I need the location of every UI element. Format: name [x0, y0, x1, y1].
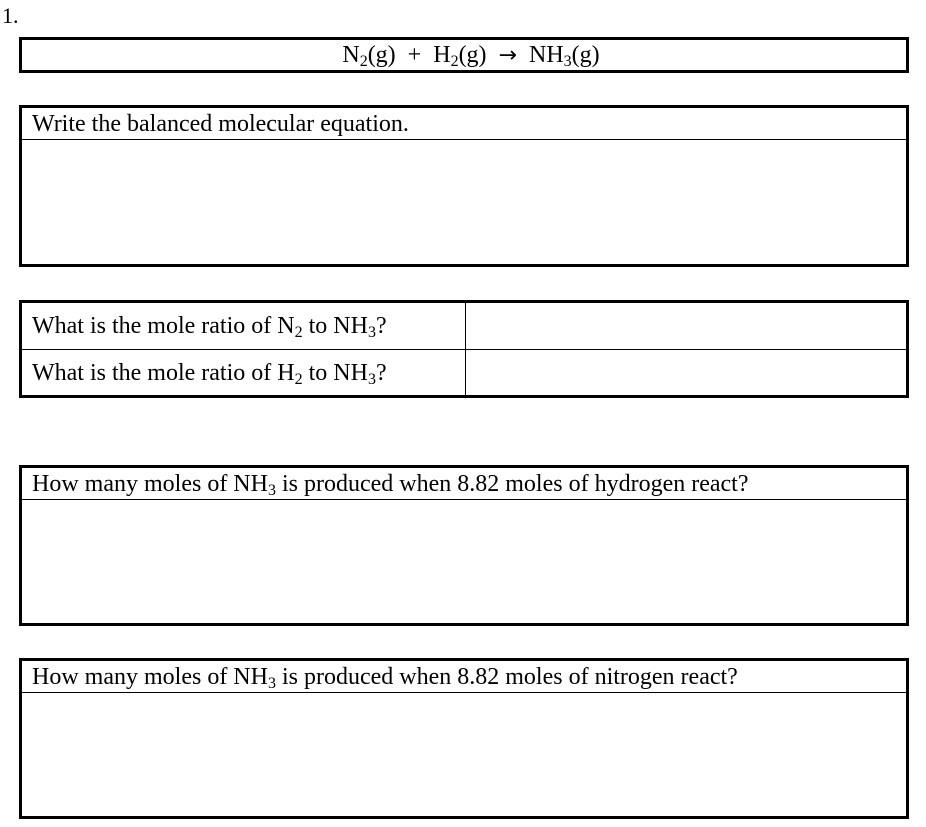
- balanced-equation-question: [19, 105, 909, 267]
- n2-subscript: 2: [359, 52, 368, 70]
- nitrogen-moles-prompt: How many moles of $NH_3$ is produced when 8.82 moles of nitrogen react?: [22, 661, 906, 693]
- nitrogen-moles-question: [19, 658, 909, 819]
- nh3-state: (g): [571, 41, 600, 68]
- n2-symbol: N: [342, 41, 360, 68]
- hydrogen-moles-question: [19, 465, 909, 626]
- reaction-arrow-icon: →: [498, 42, 517, 68]
- n2-state: (g) +: [367, 41, 434, 68]
- hydrogen-moles-answer-area[interactable]: [22, 500, 906, 623]
- mole-ratio-row-h2: [22, 350, 906, 397]
- mole-ratio-h2-question: What is the mole ratio of $H_2$ to $NH_3$?: [22, 350, 465, 397]
- h2-subscript: 2: [450, 52, 459, 70]
- balanced-equation-prompt: Write the balanced molecular equation.: [22, 108, 906, 140]
- nh3-symbol: NH: [516, 41, 564, 68]
- reaction-equation-box: [19, 37, 909, 73]
- reaction-equation: [328, 42, 599, 69]
- h2-state: (g): [458, 41, 499, 68]
- h2-symbol: H: [433, 41, 451, 68]
- hydrogen-moles-prompt: How many moles of $NH_3$ is produced when 8.82 moles of hydrogen react?: [22, 468, 906, 500]
- mole-ratio-row-n2: [22, 303, 906, 350]
- mole-ratio-n2-answer[interactable]: [465, 303, 906, 350]
- nh3-subscript: 3: [563, 52, 572, 70]
- mole-ratio-h2-answer[interactable]: [465, 350, 906, 397]
- problem-number: 1.: [2, 3, 19, 28]
- mole-ratio-n2-question: What is the mole ratio of $N_2$ to $NH_3$?: [32, 312, 387, 341]
- nitrogen-moles-answer-area[interactable]: [22, 693, 906, 816]
- balanced-equation-answer-area[interactable]: [22, 140, 906, 264]
- mole-ratio-table: [19, 300, 909, 398]
